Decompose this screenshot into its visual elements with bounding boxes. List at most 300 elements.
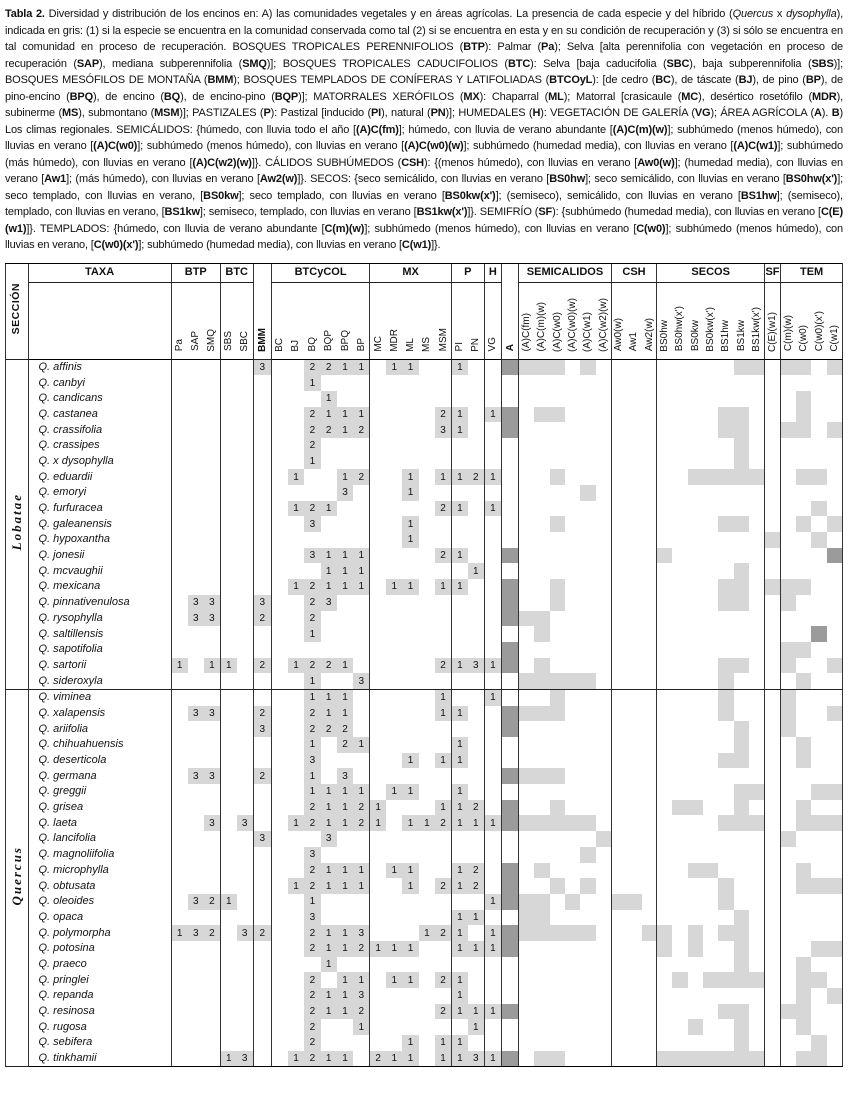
presence-cell [764, 532, 780, 548]
presence-cell [288, 925, 304, 941]
presence-cell [565, 485, 580, 501]
presence-cell [402, 673, 418, 689]
presence-cell [171, 642, 187, 658]
group-label-btp: BTP [171, 263, 220, 282]
presence-cell [204, 957, 220, 973]
presence-cell [734, 658, 749, 674]
presence-cell [596, 721, 611, 737]
presence-cell: 1 [402, 532, 418, 548]
presence-cell: 2 [304, 1051, 320, 1067]
group-label-h: H [484, 263, 501, 282]
presence-cell [749, 563, 764, 579]
presence-cell [171, 1051, 187, 1067]
presence-cell [468, 626, 484, 642]
presence-cell [580, 847, 595, 863]
presence-cell [781, 673, 796, 689]
table-row [6, 910, 843, 926]
presence-cell [271, 501, 287, 517]
column-label-a [502, 263, 519, 359]
presence-cell: 3 [188, 595, 204, 611]
presence-cell [688, 878, 703, 894]
presence-cell [419, 847, 435, 863]
presence-cell [827, 563, 843, 579]
presence-cell [811, 579, 826, 595]
presence-cell [370, 642, 386, 658]
table-row [6, 784, 843, 800]
presence-cell [484, 626, 501, 642]
presence-cell: 3 [304, 910, 320, 926]
presence-cell [626, 800, 641, 816]
presence-cell: 1 [402, 878, 418, 894]
presence-cell [502, 910, 519, 926]
presence-cell [237, 847, 253, 863]
presence-cell [519, 359, 534, 375]
presence-cell: 1 [337, 925, 353, 941]
presence-cell [502, 407, 519, 423]
presence-cell [796, 925, 811, 941]
presence-cell [502, 988, 519, 1004]
presence-cell [220, 626, 236, 642]
presence-cell [596, 815, 611, 831]
presence-cell [171, 768, 187, 784]
presence-cell [220, 454, 236, 470]
presence-cell [796, 516, 811, 532]
presence-cell [253, 642, 271, 658]
presence-cell [565, 407, 580, 423]
presence-cell [703, 878, 718, 894]
presence-cell [534, 925, 549, 941]
presence-cell [386, 391, 402, 407]
presence-cell [796, 1004, 811, 1020]
presence-cell [764, 925, 780, 941]
presence-cell: 1 [353, 863, 369, 879]
presence-cell [596, 516, 611, 532]
presence-cell [534, 910, 549, 926]
presence-cell [188, 642, 204, 658]
presence-cell [596, 706, 611, 722]
taxon-name: Q. tinkhamii [28, 1051, 171, 1067]
presence-cell [502, 359, 519, 375]
presence-cell [764, 894, 780, 910]
presence-cell [288, 910, 304, 926]
presence-cell [419, 658, 435, 674]
presence-cell [565, 595, 580, 611]
presence-cell [642, 941, 657, 957]
presence-cell: 1 [451, 706, 467, 722]
presence-cell [550, 548, 565, 564]
presence-cell [237, 626, 253, 642]
presence-cell: 2 [435, 972, 451, 988]
presence-cell [204, 469, 220, 485]
presence-cell [171, 485, 187, 501]
presence-cell [672, 375, 687, 391]
presence-cell [271, 815, 287, 831]
presence-cell [386, 925, 402, 941]
presence-cell [370, 957, 386, 973]
presence-cell [402, 548, 418, 564]
presence-cell [220, 784, 236, 800]
presence-cell [288, 673, 304, 689]
presence-cell: 1 [435, 689, 451, 705]
presence-cell: 1 [451, 658, 467, 674]
presence-cell [827, 706, 843, 722]
presence-cell [580, 815, 595, 831]
presence-cell [672, 768, 687, 784]
presence-cell [220, 548, 236, 564]
presence-cell [484, 784, 501, 800]
presence-cell [502, 391, 519, 407]
presence-cell [827, 658, 843, 674]
presence-cell [718, 438, 733, 454]
taxon-name: Q. crassipes [28, 438, 171, 454]
presence-cell [321, 847, 337, 863]
presence-cell [749, 391, 764, 407]
presence-cell [688, 375, 703, 391]
group-label-btcycol: BTCyCOL [271, 263, 369, 282]
header-label-row [6, 282, 843, 359]
presence-cell [419, 454, 435, 470]
presence-cell [827, 1035, 843, 1051]
presence-cell: 1 [337, 469, 353, 485]
presence-cell [642, 737, 657, 753]
presence-cell: 1 [451, 863, 467, 879]
presence-cell [253, 391, 271, 407]
presence-cell [626, 878, 641, 894]
presence-cell [550, 737, 565, 753]
presence-cell [271, 1051, 287, 1067]
presence-cell [519, 1051, 534, 1067]
presence-cell [781, 563, 796, 579]
presence-cell [781, 831, 796, 847]
presence-cell [718, 831, 733, 847]
presence-cell [188, 563, 204, 579]
presence-cell [288, 847, 304, 863]
presence-cell [534, 737, 549, 753]
presence-cell [468, 894, 484, 910]
presence-cell: 1 [484, 658, 501, 674]
presence-cell [220, 972, 236, 988]
presence-cell [781, 689, 796, 705]
presence-cell: 3 [304, 847, 320, 863]
presence-cell [468, 847, 484, 863]
presence-cell [353, 957, 369, 973]
presence-cell [642, 689, 657, 705]
presence-cell [688, 753, 703, 769]
presence-cell [580, 548, 595, 564]
presence-cell [468, 706, 484, 722]
presence-cell [171, 815, 187, 831]
presence-cell [419, 689, 435, 705]
presence-cell [626, 753, 641, 769]
presence-cell [672, 658, 687, 674]
presence-cell [688, 626, 703, 642]
presence-cell [688, 673, 703, 689]
presence-cell [337, 673, 353, 689]
presence-cell [271, 532, 287, 548]
presence-cell [435, 532, 451, 548]
presence-cell [534, 847, 549, 863]
presence-cell [565, 532, 580, 548]
presence-cell: 1 [451, 579, 467, 595]
column-label-text: BMM [256, 327, 268, 352]
presence-cell [626, 1051, 641, 1067]
presence-cell [672, 1051, 687, 1067]
presence-cell [468, 925, 484, 941]
presence-cell [734, 1004, 749, 1020]
presence-cell [611, 957, 626, 973]
presence-cell [204, 375, 220, 391]
presence-cell [353, 706, 369, 722]
presence-cell [642, 548, 657, 564]
presence-cell [827, 941, 843, 957]
presence-cell: 2 [304, 941, 320, 957]
presence-cell [565, 1051, 580, 1067]
presence-cell [688, 359, 703, 375]
presence-cell [271, 957, 287, 973]
taxon-name: Q. x dysophylla [28, 454, 171, 470]
presence-cell: 1 [353, 737, 369, 753]
presence-cell [611, 800, 626, 816]
presence-cell [703, 925, 718, 941]
column-label-text: (A)C(m)(w) [536, 302, 548, 352]
presence-cell [827, 454, 843, 470]
presence-cell [220, 753, 236, 769]
presence-cell [188, 438, 204, 454]
presence-cell [642, 878, 657, 894]
header-group-row [6, 263, 843, 282]
presence-cell [288, 626, 304, 642]
presence-cell: 2 [304, 815, 320, 831]
presence-cell [796, 375, 811, 391]
presence-cell [718, 359, 733, 375]
presence-cell [386, 673, 402, 689]
presence-cell [688, 501, 703, 517]
presence-cell [703, 847, 718, 863]
presence-cell: 1 [337, 706, 353, 722]
presence-cell [171, 501, 187, 517]
presence-cell [796, 721, 811, 737]
presence-cell [419, 706, 435, 722]
presence-cell [642, 706, 657, 722]
presence-cell [370, 454, 386, 470]
presence-cell [796, 800, 811, 816]
presence-cell [220, 941, 236, 957]
presence-cell [718, 1019, 733, 1035]
presence-cell [781, 800, 796, 816]
presence-cell [672, 1004, 687, 1020]
presence-cell: 1 [288, 1051, 304, 1067]
presence-cell [337, 438, 353, 454]
presence-cell [253, 626, 271, 642]
table-row [6, 454, 843, 470]
presence-cell [734, 485, 749, 501]
presence-cell [519, 673, 534, 689]
presence-cell: 1 [386, 784, 402, 800]
presence-cell [718, 611, 733, 627]
presence-cell [657, 1019, 672, 1035]
presence-cell [642, 658, 657, 674]
presence-cell [657, 753, 672, 769]
presence-cell [171, 689, 187, 705]
presence-cell: 1 [288, 469, 304, 485]
presence-cell [764, 516, 780, 532]
presence-cell [734, 642, 749, 658]
presence-cell: 1 [468, 1019, 484, 1035]
presence-cell [304, 485, 320, 501]
presence-cell [534, 563, 549, 579]
presence-cell [718, 532, 733, 548]
presence-cell [827, 516, 843, 532]
column-label-text: BQ [306, 337, 318, 352]
presence-cell [734, 375, 749, 391]
table-row [6, 407, 843, 423]
presence-cell [827, 689, 843, 705]
presence-cell [402, 642, 418, 658]
column-label-text: Pa [174, 339, 186, 352]
presence-cell [550, 501, 565, 517]
presence-cell [718, 673, 733, 689]
presence-cell [657, 1051, 672, 1067]
presence-cell [204, 988, 220, 1004]
presence-cell: 1 [386, 972, 402, 988]
presence-cell [386, 532, 402, 548]
presence-cell [611, 532, 626, 548]
presence-cell [451, 894, 467, 910]
presence-cell [253, 737, 271, 753]
presence-cell [703, 595, 718, 611]
presence-cell [811, 626, 826, 642]
presence-cell [703, 1019, 718, 1035]
presence-cell [596, 753, 611, 769]
presence-cell [611, 706, 626, 722]
presence-cell [370, 1019, 386, 1035]
presence-cell [204, 454, 220, 470]
presence-cell [580, 579, 595, 595]
presence-cell [626, 784, 641, 800]
presence-cell [764, 642, 780, 658]
taxon-name: Q. repanda [28, 988, 171, 1004]
presence-cell [734, 910, 749, 926]
presence-cell [749, 847, 764, 863]
presence-cell [811, 721, 826, 737]
presence-cell [672, 563, 687, 579]
presence-cell [550, 863, 565, 879]
presence-cell [781, 910, 796, 926]
presence-cell [435, 595, 451, 611]
presence-cell [519, 375, 534, 391]
presence-cell [519, 800, 534, 816]
presence-cell: 1 [321, 878, 337, 894]
presence-cell [468, 784, 484, 800]
presence-cell [435, 438, 451, 454]
presence-cell [534, 469, 549, 485]
presence-cell [288, 1019, 304, 1035]
presence-cell [596, 847, 611, 863]
column-label-bs0hw [657, 282, 672, 359]
presence-cell [419, 469, 435, 485]
presence-cell [718, 988, 733, 1004]
presence-cell [337, 910, 353, 926]
presence-cell [781, 972, 796, 988]
presence-cell [565, 1004, 580, 1020]
presence-cell [811, 831, 826, 847]
presence-cell [734, 407, 749, 423]
presence-cell [749, 595, 764, 611]
group-label-sf: SF [764, 263, 780, 282]
presence-cell [237, 658, 253, 674]
presence-cell [811, 925, 826, 941]
presence-cell [580, 878, 595, 894]
presence-cell: 1 [435, 800, 451, 816]
presence-cell [642, 753, 657, 769]
presence-cell [626, 391, 641, 407]
presence-cell [796, 642, 811, 658]
presence-cell: 2 [353, 1004, 369, 1020]
presence-cell [657, 501, 672, 517]
presence-cell: 2 [304, 501, 320, 517]
presence-cell [827, 737, 843, 753]
presence-cell [749, 910, 764, 926]
presence-cell [502, 878, 519, 894]
presence-cell [271, 925, 287, 941]
presence-cell [468, 1035, 484, 1051]
presence-cell [188, 454, 204, 470]
presence-cell [220, 579, 236, 595]
presence-cell [580, 925, 595, 941]
presence-cell [534, 768, 549, 784]
presence-cell [435, 626, 451, 642]
presence-cell [468, 673, 484, 689]
table-row [6, 1019, 843, 1035]
presence-cell [764, 878, 780, 894]
presence-cell [657, 972, 672, 988]
presence-cell [253, 501, 271, 517]
presence-cell: 1 [435, 1051, 451, 1067]
presence-cell [171, 375, 187, 391]
presence-cell [703, 469, 718, 485]
presence-cell [220, 516, 236, 532]
presence-cell [796, 454, 811, 470]
presence-cell [657, 375, 672, 391]
presence-cell [626, 768, 641, 784]
presence-cell [468, 988, 484, 1004]
taxon-name: Q. deserticola [28, 753, 171, 769]
presence-cell [827, 532, 843, 548]
presence-cell [370, 501, 386, 517]
presence-cell [657, 642, 672, 658]
presence-cell [304, 642, 320, 658]
presence-cell [237, 706, 253, 722]
presence-cell [749, 721, 764, 737]
presence-cell [402, 894, 418, 910]
presence-cell [781, 1051, 796, 1067]
presence-cell [386, 753, 402, 769]
presence-cell [611, 579, 626, 595]
presence-cell [580, 972, 595, 988]
presence-cell [749, 1004, 764, 1020]
presence-cell [703, 910, 718, 926]
presence-cell [550, 438, 565, 454]
presence-cell [321, 894, 337, 910]
presence-cell [237, 831, 253, 847]
column-label-text: (A)C(w2)(w) [597, 297, 609, 352]
presence-cell [419, 438, 435, 454]
presence-cell [672, 1035, 687, 1051]
presence-cell [827, 847, 843, 863]
presence-cell [353, 894, 369, 910]
presence-cell: 3 [353, 988, 369, 1004]
presence-cell [781, 579, 796, 595]
